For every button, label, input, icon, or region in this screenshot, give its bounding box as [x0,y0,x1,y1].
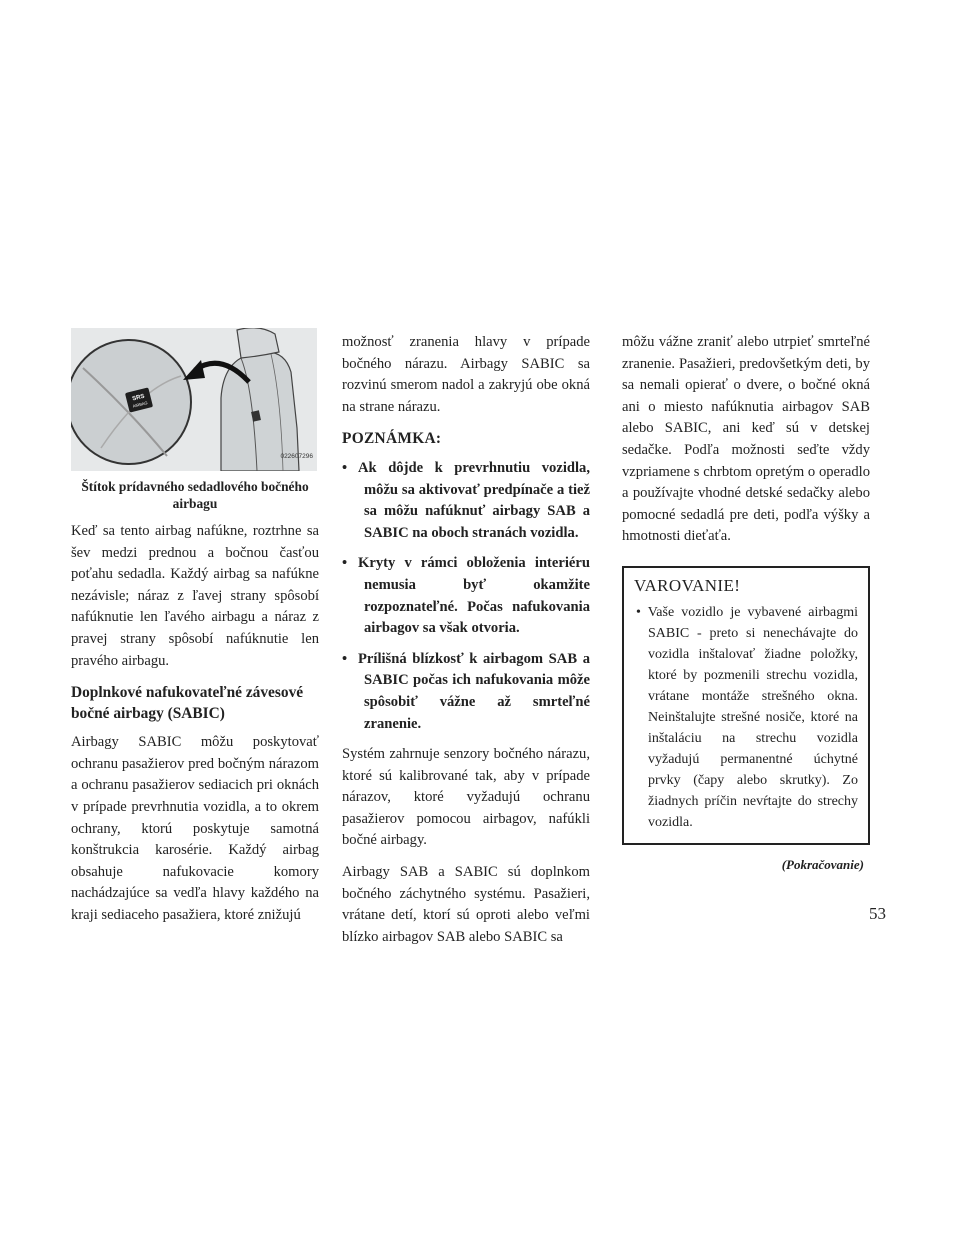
note-list [342,458,590,735]
paragraph: možnosť zranenia hlavy v prípade bočného nárazu. Airbagy SABIC sa rozvinú smerom nadol a zakryjú obe okná na strane nárazu. [342,334,590,415]
svg-text:AIRBAG: AIRBAG [132,400,149,409]
bullet-icon: • [342,555,348,572]
paragraph: môžu vážne zraniť alebo utrpieť smrteľné zranenie. Pasažieri, predovšetkým deti, by sa nemali opierať o dvere, o bočné okná ani o miesto nafúknutia airbagov SAB alebo SABIC, ani keď sú v detskej sedačke. Podľa možnosti seďte vždy vzpriamene s chrbtom opretým o operadlo a používajte vhodné detské sedačky alebo pomocné sedadlá pre deti, podľa výšky a hmotnosti dieťaťa. [622,334,870,545]
note-heading: POZNÁMKA: [342,430,442,448]
warning-title: VAROVANIE! [634,575,741,595]
figure-code: 022607296 [280,453,313,461]
figure-caption: Štítok prídavného sedadlového bočného airbagu [81,479,309,511]
list-item [342,649,590,735]
paragraph: Systém zahrnuje senzory bočného nárazu, ktoré sú kalibrované tak, aby v prípade nárazov, ktoré vyžadujú ochranu pasažierov pomocou airbagov, nafúkli bočné airbagy. [342,746,590,849]
list-item-text: Prílišná blízkosť k airbagom SAB a SABIC počas ich nafukovania môže spôsobiť vážne až smrteľné zranenie. [358,650,590,732]
list-item-text: Kryty v rámci obloženia interiéru nemusia byť okamžite rozpoznateľné. Počas nafukovania airbagov sa však otvoria. [358,555,590,637]
list-item [342,553,590,639]
warning-text: Vaše vozidlo je vybavené airbagmi SABIC - preto si nenechávajte do vozidla inštalovať žiadne položky, ktoré by pozmenili strechu vozidla, vrátane montáže strešného okna. Neinštalujte strešné nosiče, ktoré na inštaláciu na strechu vozidla vyžadujú permanentné úchytné prvky (čapy alebo skrutky). Zo žiadnych príčin nevŕtajte do strechy vozidla. [647,604,859,830]
svg-text:SRS: SRS [131,393,146,403]
page-number: 53 [869,904,886,923]
continued-label: (Pokračovanie) [781,856,864,872]
column-1 [71,328,319,937]
warning-box [622,566,870,845]
paragraph: Keď sa tento airbag nafúkne, roztrhne sa šev medzi prednou a bočnou časťou poťahu sedadla. Každý airbag sa nafúkne nezávisle; náraz z ľavej strany spôsobí nafúknutie len ľavého airbagu a náraz z pravej strany spôsobí nafúknutie len pravého airbagu. [71,523,319,669]
bullet-icon: • [342,459,348,476]
column-3 [622,332,870,876]
section-heading: Doplnkové nafukovateľné závesové bočné airbagy (SABIC) [71,684,304,723]
warning-item [634,602,858,833]
list-item [342,458,590,544]
paragraph: Airbagy SABIC môžu poskytovať ochranu pasažierov pred bočným nárazom a ochranu pasažierov sediacich pri oknách v prípade prevrhnutia vozidla, a to okrem ochrany, ktorú poskytuje samotná konštrukcia karosérie. Každý airbag obsahuje nafukovacie komory nachádzajúce sa vedľa hlavy každého na kraji sediaceho pasažiera, ktoré znižujú [71,734,319,923]
paragraph: Airbagy SAB a SABIC sú doplnkom bočného záchytného systému. Pasažieri, vrátane detí, ktorí sú oproti alebo veľmi blízko airbagov SAB alebo SABIC sa [342,864,590,945]
bullet-icon: • [636,604,641,620]
list-item-text: Ak dôjde k prevrhnutiu vozidla, môžu sa aktivovať predpínače a tiež sa môžu nafúknuť airbagy SAB a SABIC na oboch stranách vozidla. [358,459,590,541]
column-2 [342,332,590,958]
bullet-icon: • [342,650,348,667]
seat-airbag-figure [71,328,317,471]
